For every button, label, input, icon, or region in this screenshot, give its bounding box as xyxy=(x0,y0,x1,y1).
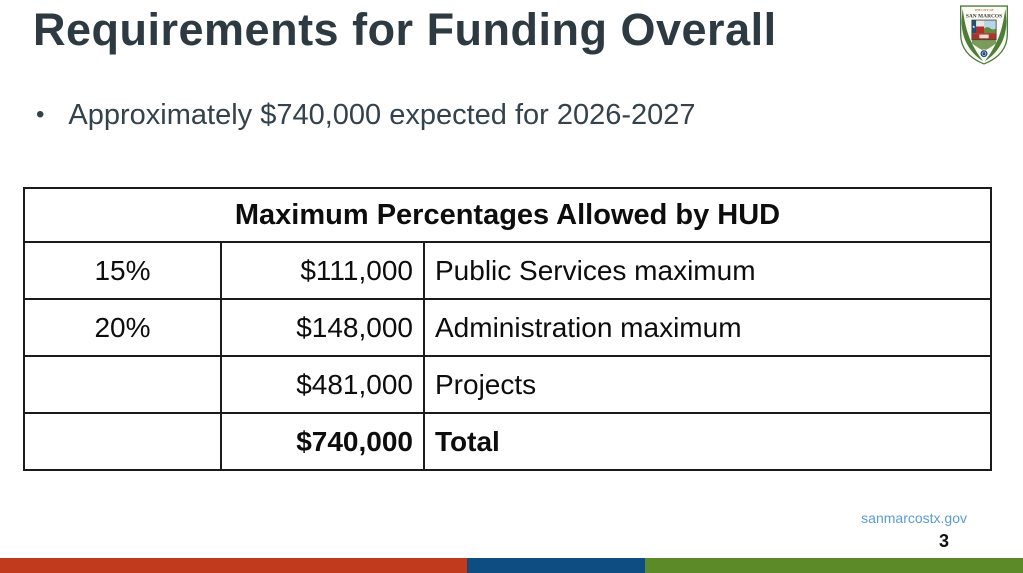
bar-segment-red xyxy=(0,558,467,573)
bottom-bar xyxy=(0,558,1023,573)
bar-segment-blue xyxy=(467,558,645,573)
table-row xyxy=(24,299,991,356)
bar-segment-green xyxy=(645,558,1023,573)
cell-amount: $740,000 xyxy=(221,413,424,470)
table-header-row xyxy=(24,188,991,242)
logo-top-text: THE CITY OF xyxy=(974,8,994,13)
table-row xyxy=(24,242,991,299)
bullet-text: Approximately $740,000 expected for 2026-2027 xyxy=(68,99,696,131)
table-row-total xyxy=(24,413,991,470)
bullet-marker: • xyxy=(36,101,45,128)
san-marcos-crest-logo xyxy=(956,3,1012,67)
cell-percent xyxy=(24,356,221,413)
crest-seal-circle xyxy=(980,50,988,58)
cell-amount: $148,000 xyxy=(221,299,424,356)
cell-percent xyxy=(24,413,221,470)
page-title: Requirements for Funding Overall xyxy=(33,4,777,55)
cell-percent: 15% xyxy=(24,242,221,299)
cell-percent: 20% xyxy=(24,299,221,356)
table-header: Maximum Percentages Allowed by HUD xyxy=(24,188,991,242)
logo-name-text: SAN MARCOS xyxy=(965,13,1003,20)
cell-description: Total xyxy=(424,413,991,470)
cell-amount: $111,000 xyxy=(221,242,424,299)
page-number: 3 xyxy=(938,531,949,551)
cell-amount: $481,000 xyxy=(221,356,424,413)
bullet-line xyxy=(36,96,696,134)
cell-description: Public Services maximum xyxy=(424,242,991,299)
funding-table xyxy=(23,187,992,471)
cell-description: Projects xyxy=(424,356,991,413)
table-row xyxy=(24,356,991,413)
website-link: sanmarcostx.gov xyxy=(861,510,967,526)
cell-description: Administration maximum xyxy=(424,299,991,356)
